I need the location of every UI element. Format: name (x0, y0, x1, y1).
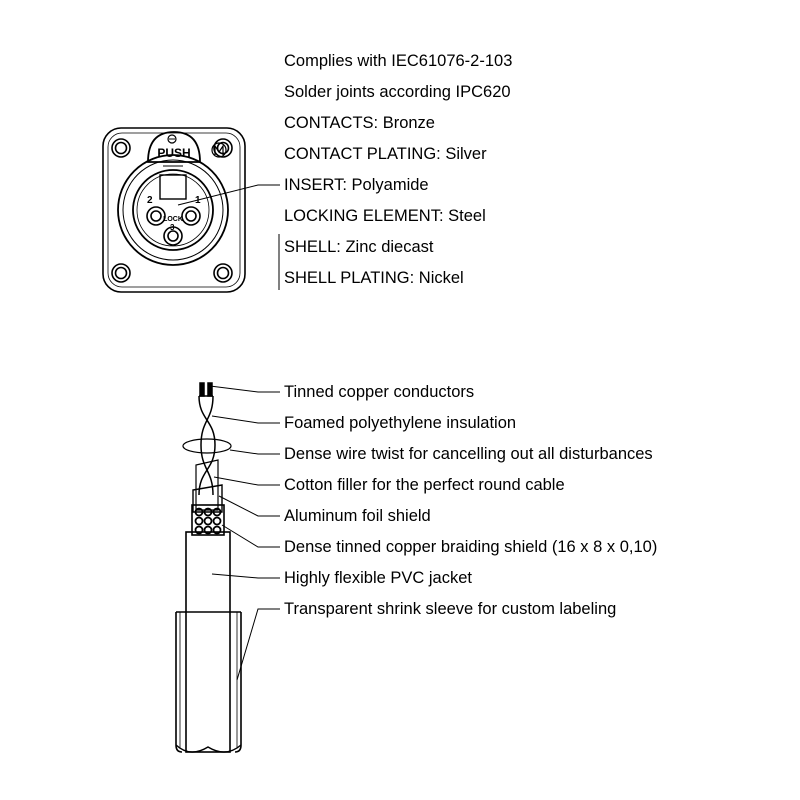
spec-standard: Complies with IEC61076-2-103 (284, 52, 513, 70)
push-label: PUSH (157, 146, 191, 160)
latch-keyway (160, 175, 186, 199)
cable-part-twist: Dense wire twist for cancelling out all disturbances (284, 445, 653, 463)
spec-solder: Solder joints according IPC620 (284, 83, 511, 101)
cable-part-conductors: Tinned copper conductors (284, 383, 475, 401)
insert-marking: LOCK (163, 216, 183, 223)
receptacle-outer-ring (118, 155, 228, 265)
cable-drawing (176, 383, 241, 752)
cable-part-jacket: Highly flexible PVC jacket (284, 569, 472, 587)
cable-part-filler: Cotton filler for the perfect round cable (284, 476, 565, 494)
twisted-pair (199, 396, 215, 495)
pvc-jacket (186, 532, 230, 752)
spec-shell: SHELL: Zinc diecast (284, 238, 434, 256)
insert-face (133, 170, 213, 250)
pin-label-1: 1 (195, 195, 201, 206)
twist-indicator (183, 439, 231, 453)
cable-part-sleeve: Transparent shrink sleeve for custom labeling (284, 600, 617, 618)
pin-label-2: 2 (147, 195, 153, 206)
cable-part-foil: Aluminum foil shield (284, 507, 431, 525)
cable-part-braiding: Dense tinned copper braiding shield (16 x 8 x 0,10) (284, 538, 658, 556)
spec-shell-plating: SHELL PLATING: Nickel (284, 269, 464, 287)
spec-contacts: CONTACTS: Bronze (284, 114, 435, 132)
cable-part-insulation: Foamed polyethylene insulation (284, 414, 517, 432)
conductor-ends (200, 383, 212, 396)
pin-label-3: 3 (170, 223, 175, 232)
spec-insert: INSERT: Polyamide (284, 176, 429, 194)
spec-contact-plating: CONTACT PLATING: Silver (284, 145, 487, 163)
cable-leaders (210, 386, 280, 680)
spec-locking: LOCKING ELEMENT: Steel (284, 207, 486, 225)
